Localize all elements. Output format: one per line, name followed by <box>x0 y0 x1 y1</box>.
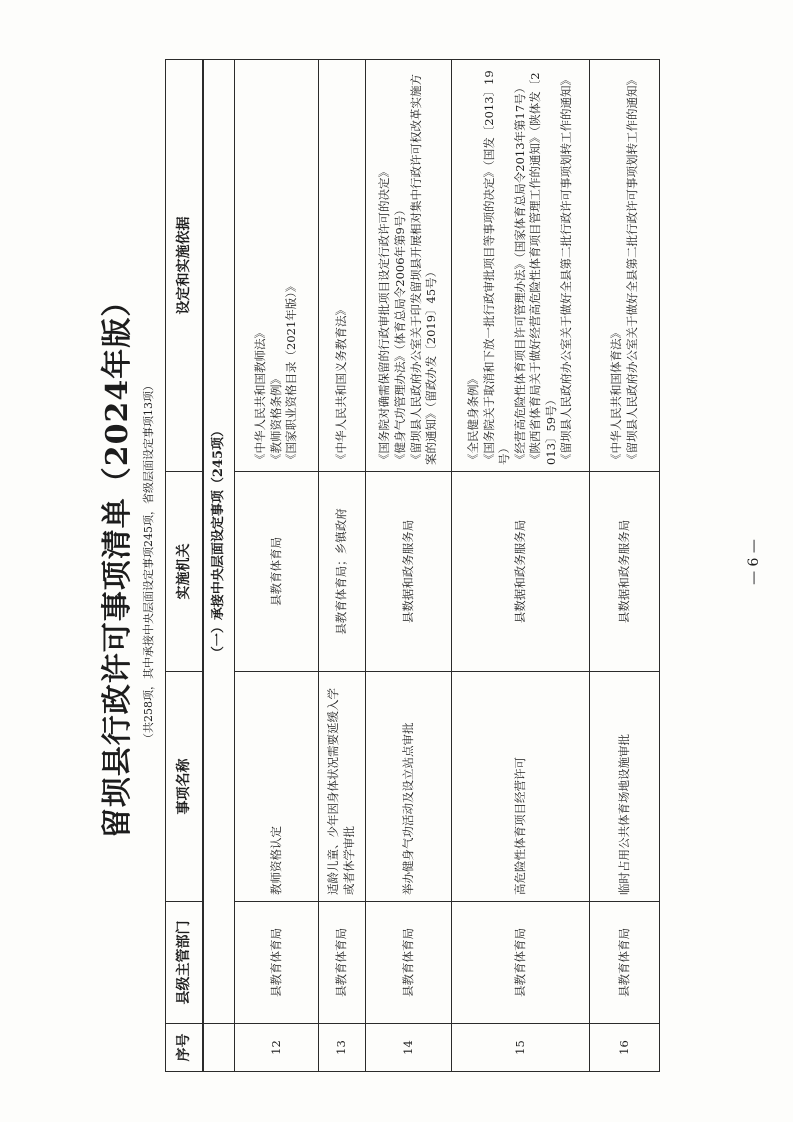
cell-name: 适龄儿童、少年因身体状况需要延缓入学或者休学审批 <box>319 672 366 902</box>
cell-org: 县教育体育局；乡镇政府 <box>319 472 366 672</box>
cell-no: 12 <box>235 1024 319 1072</box>
page-subtitle: （共258项，其中承接中央层面设定事项245项，省级层面设定事项13项） <box>142 380 155 744</box>
cell-no: 14 <box>366 1024 452 1072</box>
basis-line: 《经营高危险性体育项目许可管理办法》（国家体育总局令2013年第17号） <box>512 81 527 465</box>
cell-name: 教师资格认定 <box>235 672 319 902</box>
cell-no: 16 <box>590 1024 660 1072</box>
cell-dept: 县教育体育局 <box>366 902 452 1024</box>
basis-line: 《国务院对确需保留的行政审批项目设定行政许可的决定》 <box>377 166 392 465</box>
cell-basis <box>319 60 366 472</box>
cell-name: 举办健身气功活动及设立站点审批 <box>366 672 452 902</box>
basis-line: 《留坝县人民政府办公室关于印发留坝县开展相对集中行政许可权改革实施方案的通知》（留政办发〔2019〕45号） <box>408 74 439 465</box>
basis-line: 《留坝县人民政府办公室关于做好全县第二批行政许可事项划转工作的通知》 <box>559 74 574 465</box>
basis-line: 《健身气功管理办法》（体育总局令2006年第9号） <box>392 204 407 465</box>
table-row <box>235 60 319 1072</box>
cell-basis <box>366 60 452 472</box>
cell-dept: 县教育体育局 <box>235 902 319 1024</box>
cell-no: 13 <box>319 1024 366 1072</box>
cell-basis <box>590 60 660 472</box>
section-title: （一）承接中央层面设定事项（245项） <box>203 60 235 1024</box>
cell-name: 临时占用公共体育场地设施审批 <box>590 672 660 902</box>
basis-line: 《国家职业资格目录（2021年版）》 <box>284 280 299 465</box>
header-no: 序号 <box>166 1024 204 1072</box>
table-row <box>319 60 366 1072</box>
cell-dept: 县教育体育局 <box>590 902 660 1024</box>
table-row <box>590 60 660 1072</box>
basis-line: 《国务院关于取消和下放一批行政审批项目等事项的决定》（国发〔2013〕19号） <box>481 70 512 465</box>
header-basis: 设定和实施依据 <box>166 60 204 472</box>
cell-org: 县数据和政务服务局 <box>366 472 452 672</box>
page-number: — 6 — <box>746 539 762 585</box>
section-row <box>203 60 235 1072</box>
basis-line: 《教师资格条例》 <box>268 373 283 465</box>
cell-org: 县教育体育局 <box>235 472 319 672</box>
cell-name: 高危险性体育项目经营许可 <box>452 672 590 902</box>
header-name: 事项名称 <box>166 672 204 902</box>
header-org: 实施机关 <box>166 472 204 672</box>
cell-no: 15 <box>452 1024 590 1072</box>
basis-line: 《中华人民共和国教师法》 <box>253 327 268 465</box>
table-header-row <box>166 60 204 1072</box>
cell-dept: 县教育体育局 <box>452 902 590 1024</box>
table-row <box>366 60 452 1072</box>
cell-org: 县数据和政务服务局 <box>452 472 590 672</box>
cell-basis <box>452 60 590 472</box>
table-row <box>452 60 590 1072</box>
cell-org: 县数据和政务服务局 <box>590 472 660 672</box>
cell-dept: 县教育体育局 <box>319 902 366 1024</box>
basis-line: 《中华人民共和国义务教育法》 <box>334 304 349 465</box>
permit-table <box>165 59 660 1072</box>
basis-line: 《留坝县人民政府办公室关于做好全县第二批行政许可事项划转工作的通知》 <box>624 74 639 465</box>
basis-line: 《全民健身条例》 <box>466 373 481 465</box>
page-title: 留坝县行政许可事项清单（2024年版） <box>100 285 135 839</box>
cell-basis <box>235 60 319 472</box>
basis-line: 《中华人民共和国体育法》 <box>608 327 623 465</box>
header-dept: 县级主管部门 <box>166 902 204 1024</box>
basis-line: 《陕西省体育局关于做好经营高危险性体育项目管理工作的通知》（陕体发〔2013〕59号） <box>528 72 558 465</box>
